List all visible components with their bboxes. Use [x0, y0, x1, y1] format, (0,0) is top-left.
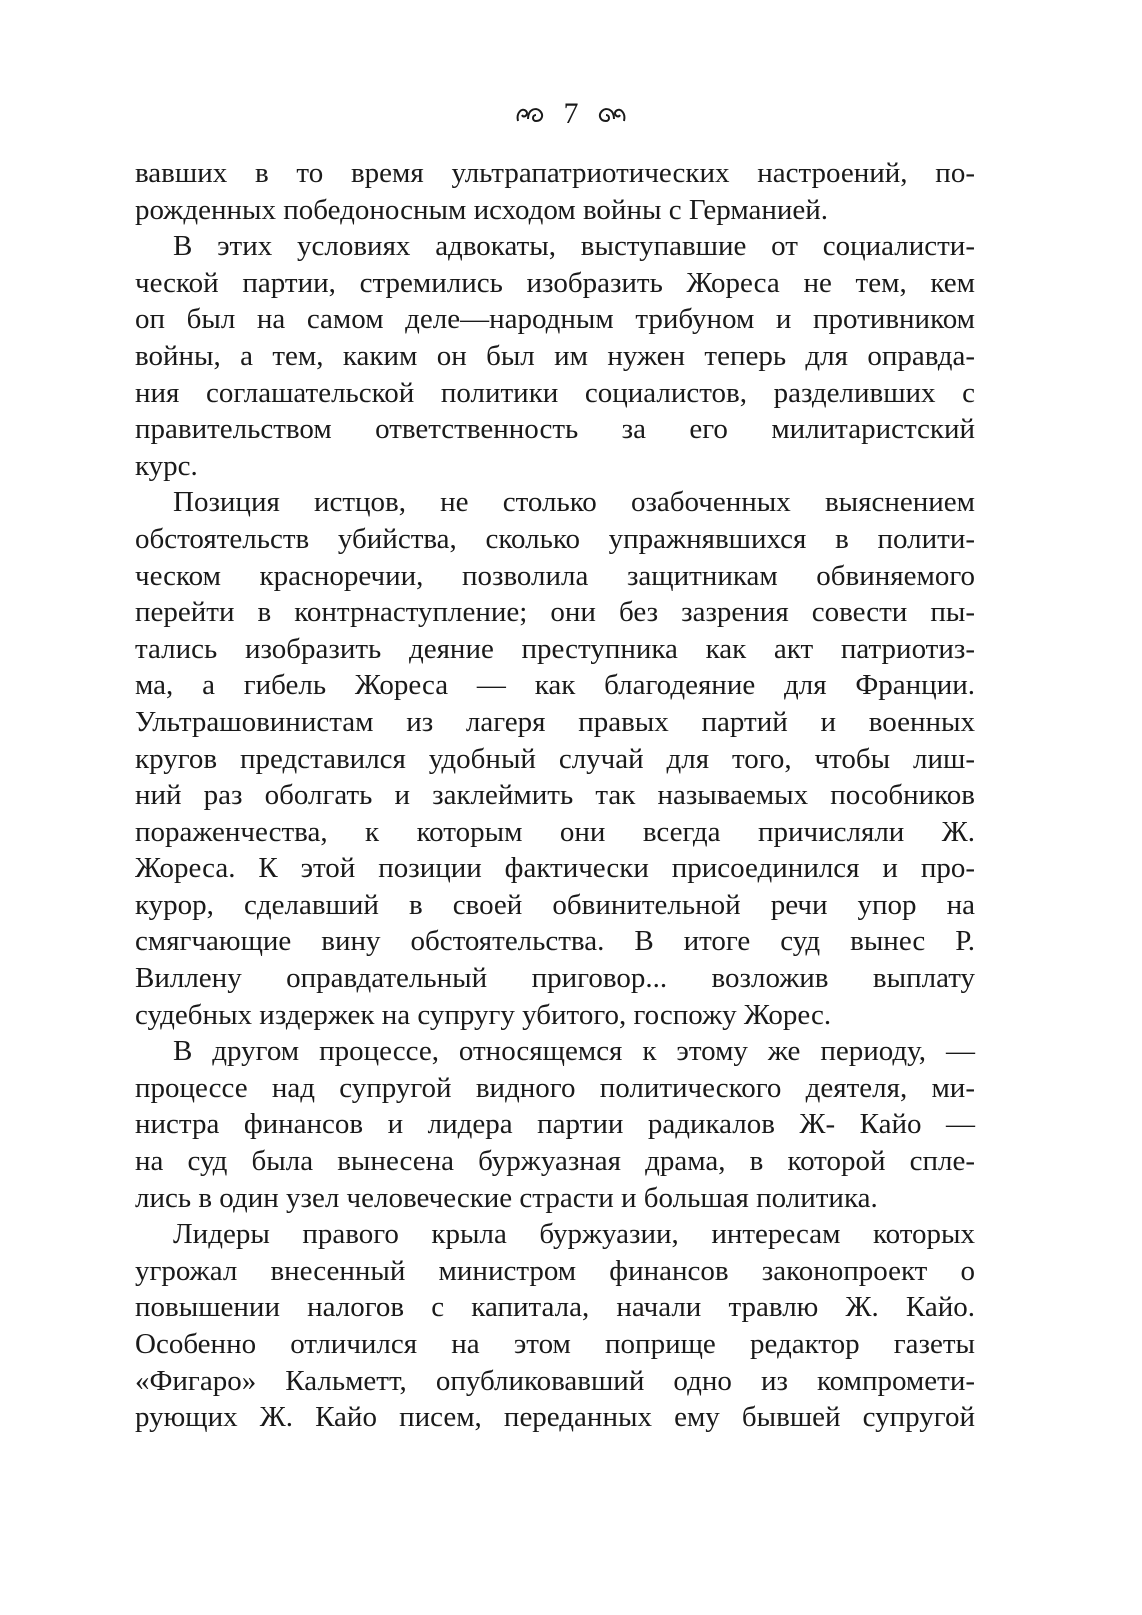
- text-line: Особенно отличился на этом поприще редактор газеты: [135, 1328, 975, 1360]
- text-line: обстоятельств убийства, сколько упражнявшихся в полити-: [135, 522, 975, 555]
- text-line: ческой партии, стремились изобразить Жореса не тем, кем: [135, 266, 975, 299]
- page-number: 7: [563, 97, 579, 131]
- paragraph: [135, 484, 975, 1033]
- text-line: рующих Ж. Кайо писем, переданных ему бывшей супругой: [135, 1401, 975, 1434]
- text-line: ний раз оболгать и заклеймить так называемых пособников: [135, 779, 975, 812]
- paragraph: [135, 1216, 975, 1436]
- left-ornament-icon: [514, 103, 548, 125]
- paragraph: [135, 228, 975, 484]
- text-line: рожденных победоносным исходом войны с Германией.: [135, 193, 829, 226]
- text-line: войны, а тем, каким он был им нужен теперь для оправда-: [135, 339, 975, 372]
- text-line: ния соглашательской политики социалистов, разделивших с: [135, 376, 975, 409]
- text-line: правительством ответственность за его милитаристский: [135, 413, 975, 446]
- text-line: нистра финансов и лидера партии радикалов Ж- Кайо —: [135, 1108, 975, 1141]
- paragraph: [135, 1033, 975, 1216]
- text-line: процессе над супругой видного политического деятеля, ми-: [135, 1071, 975, 1104]
- text-line: смягчающие вину обстоятельства. В итоге суд вынес Р.: [135, 925, 975, 958]
- text-line: угрожал внесенный министром финансов законопроект о: [135, 1254, 975, 1287]
- page-header: [0, 92, 1142, 134]
- text-line: тались изобразить деяние преступника как акт патриотиз-: [135, 632, 975, 665]
- text-line: оп был на самом деле—народным трибуном и противником: [135, 303, 975, 336]
- text-line: В другом процессе, относящемся к этому же периоду, —: [173, 1035, 975, 1068]
- text-line: Жореса. К этой позиции фактически присоединился и про-: [135, 852, 975, 885]
- text-line: перейти в контрнаступление; они без зазрения совести пы-: [135, 596, 975, 629]
- text-line: Ультрашовинистам из лагеря правых партий и военных: [135, 705, 975, 738]
- body-text: [135, 155, 975, 1436]
- text-line: Виллену оправдательный приговор... возложив выплату: [135, 962, 975, 995]
- text-line: курор, сделавший в своей обвинительной речи упор на: [135, 888, 975, 921]
- text-line: «Фигаро» Кальметт, опубликовавший одно из компромети-: [135, 1364, 975, 1397]
- text-line: кругов представился удобный случай для того, чтобы лиш-: [135, 742, 975, 775]
- text-line: ма, а гибель Жореса — как благодеяние для Франции.: [135, 669, 975, 702]
- text-line: Лидеры правого крыла буржуазии, интересам которых: [173, 1218, 975, 1251]
- right-ornament-icon: [594, 103, 628, 125]
- text-line: ческом красноречии, позволила защитникам обвиняемого: [135, 559, 975, 592]
- text-line: вавших в то время ультрапатриотических настроений, по-: [135, 157, 975, 189]
- paragraph: [135, 155, 975, 228]
- text-line: курс.: [135, 449, 198, 482]
- text-line: Позиция истцов, не столько озабоченных выяснением: [173, 486, 975, 519]
- text-line: на суд была вынесена буржуазная драма, в которой спле-: [135, 1145, 975, 1178]
- text-line: лись в один узел человеческие страсти и большая политика.: [135, 1181, 878, 1214]
- text-line: судебных издержек на супругу убитого, госпожу Жорес.: [135, 998, 832, 1031]
- text-line: повышении налогов с капитала, начали травлю Ж. Кайо.: [135, 1291, 975, 1324]
- text-line: В этих условиях адвокаты, выступавшие от социалисти-: [173, 230, 975, 263]
- text-line: пораженчества, к которым они всегда причисляли Ж.: [135, 815, 975, 848]
